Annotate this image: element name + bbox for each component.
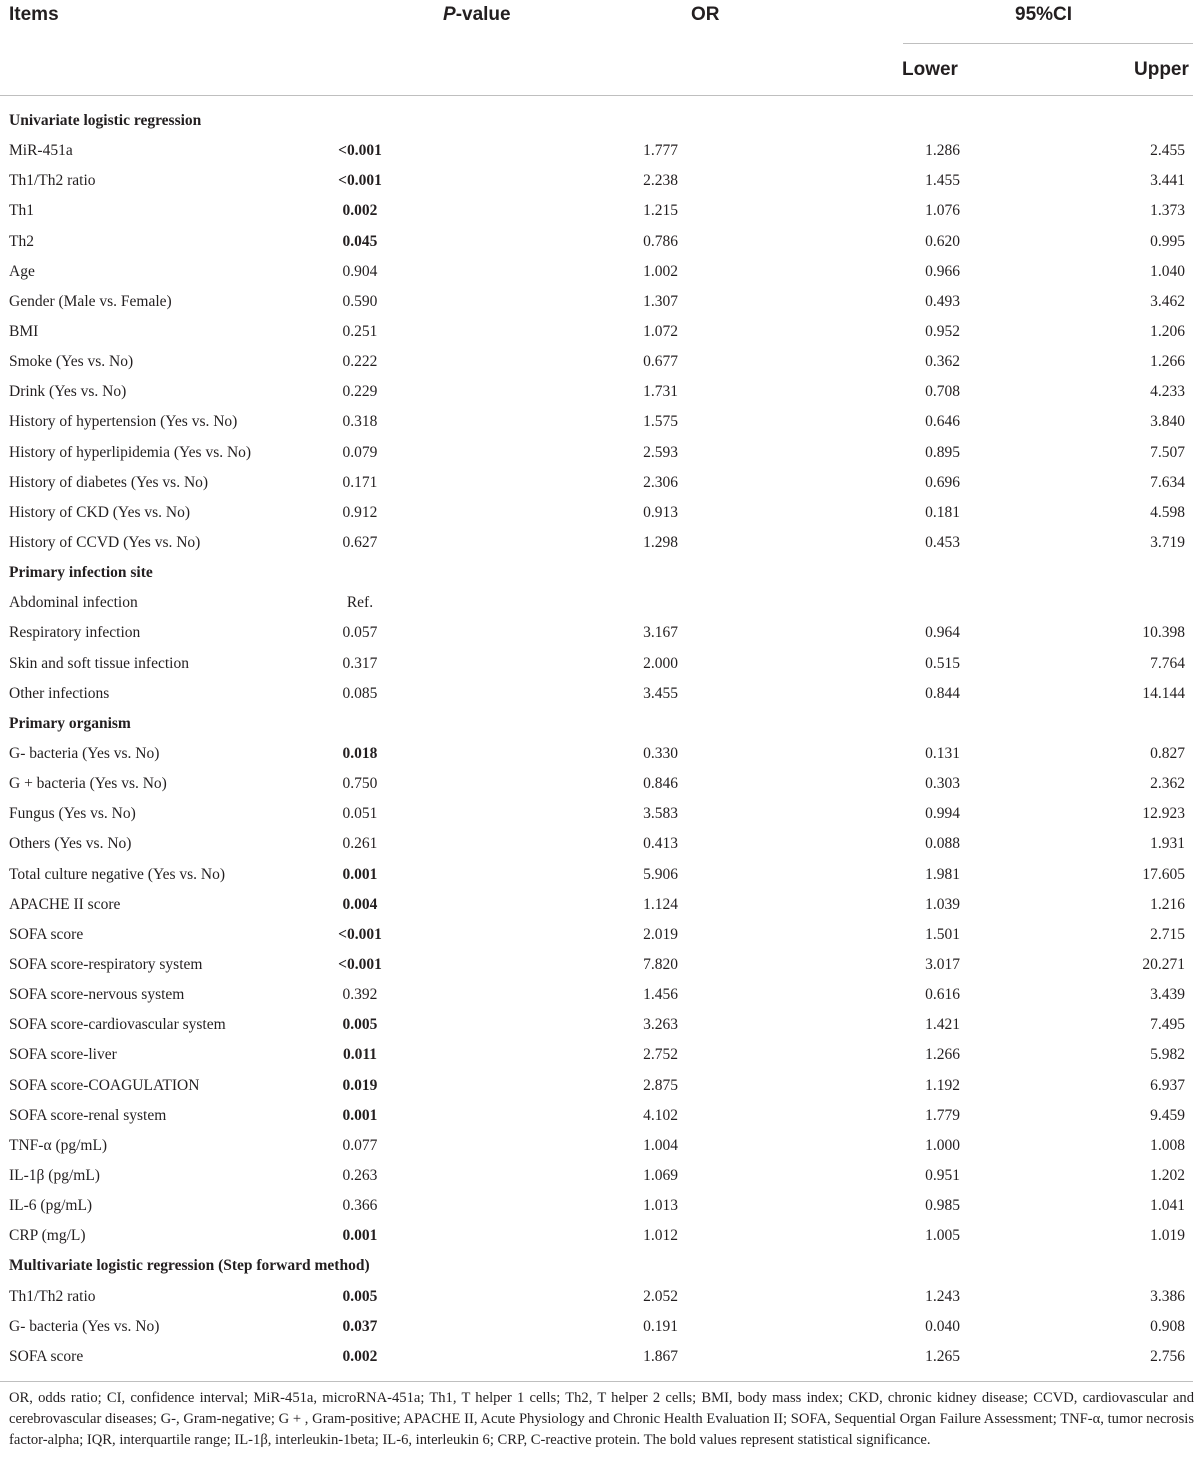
table-row xyxy=(0,468,1200,498)
p-value-cell: 0.001 xyxy=(342,865,378,883)
p-value-cell: 0.018 xyxy=(342,745,378,763)
p-value-cell: 0.590 xyxy=(342,292,378,310)
table-row xyxy=(0,136,1200,166)
or-cell: 1.867 xyxy=(643,1347,678,1365)
ci-upper-cell: 2.756 xyxy=(1150,1347,1185,1365)
ci-upper-cell: 1.040 xyxy=(1150,262,1185,280)
row-label: APACHE II score xyxy=(9,895,121,913)
table-row xyxy=(0,1161,1200,1191)
or-cell: 2.238 xyxy=(643,172,678,190)
ci-upper-cell: 14.144 xyxy=(1142,684,1185,702)
row-label: TNF-α (pg/mL) xyxy=(9,1136,108,1154)
section-label: Multivariate logistic regression (Step forward method) xyxy=(9,1257,370,1275)
table-row xyxy=(0,1101,1200,1131)
ci-lower-cell: 1.421 xyxy=(925,1016,960,1034)
table-row xyxy=(0,679,1200,709)
table-row xyxy=(0,347,1200,377)
ci-upper-cell: 1.202 xyxy=(1150,1166,1185,1184)
header-95ci: 95%CI xyxy=(1015,4,1073,25)
ci-lower-cell: 0.453 xyxy=(925,534,960,552)
row-label: G- bacteria (Yes vs. No) xyxy=(9,745,160,763)
or-cell: 7.820 xyxy=(643,956,678,973)
row-label: History of CCVD (Yes vs. No) xyxy=(9,534,201,552)
row-label: Skin and soft tissue infection xyxy=(9,654,189,672)
or-cell: 0.191 xyxy=(643,1317,678,1335)
ci-upper-cell: 1.041 xyxy=(1150,1197,1185,1215)
header-p-italic: P xyxy=(443,4,456,25)
or-cell: 0.786 xyxy=(643,232,678,250)
row-label: IL-6 (pg/mL) xyxy=(9,1197,93,1215)
section-label: Univariate logistic regression xyxy=(9,112,202,130)
row-label: G- bacteria (Yes vs. No) xyxy=(9,1317,160,1335)
row-label: SOFA score-cardiovascular system xyxy=(9,1016,226,1034)
ci-upper-cell: 12.923 xyxy=(1142,805,1185,823)
row-label: SOFA score xyxy=(9,1347,84,1365)
or-cell: 2.052 xyxy=(643,1287,678,1305)
p-value-cell: 0.263 xyxy=(342,1166,378,1184)
p-value-cell: <0.001 xyxy=(338,956,382,973)
section-header-row xyxy=(0,709,1200,739)
p-value-cell: 0.085 xyxy=(342,684,378,702)
row-label: MiR-451a xyxy=(9,142,73,160)
row-label: Gender (Male vs. Female) xyxy=(9,292,172,310)
or-cell: 2.593 xyxy=(643,443,678,461)
table-row xyxy=(0,1312,1200,1342)
p-value-cell: 0.004 xyxy=(342,895,378,913)
ci-upper-cell: 1.216 xyxy=(1150,895,1185,913)
row-label: Drink (Yes vs. No) xyxy=(9,383,127,401)
p-value-cell: 0.051 xyxy=(342,805,378,823)
p-value-cell: <0.001 xyxy=(338,142,382,160)
ci-upper-cell: 1.008 xyxy=(1150,1136,1185,1154)
ci-upper-cell: 4.598 xyxy=(1150,503,1185,521)
ci-lower-cell: 1.455 xyxy=(925,172,960,190)
header-items: Items xyxy=(9,4,59,25)
or-cell: 0.913 xyxy=(643,503,678,521)
table-row xyxy=(0,317,1200,347)
ci-upper-cell: 4.233 xyxy=(1150,383,1185,401)
or-cell: 0.677 xyxy=(643,353,678,371)
ci-upper-cell: 1.206 xyxy=(1150,323,1185,341)
table-row xyxy=(0,1221,1200,1251)
or-cell: 2.019 xyxy=(643,925,678,943)
ci-lower-cell: 0.303 xyxy=(925,775,960,793)
header-p-value xyxy=(443,4,511,26)
ci-lower-cell: 0.966 xyxy=(925,262,960,280)
or-cell: 2.306 xyxy=(643,473,678,491)
table-row xyxy=(0,196,1200,226)
row-label: Age xyxy=(9,262,35,280)
or-cell: 5.906 xyxy=(643,865,678,883)
ci-lower-cell: 1.981 xyxy=(925,865,960,883)
ci-lower-cell: 1.005 xyxy=(925,1227,960,1245)
ci-lower-cell: 1.266 xyxy=(925,1046,960,1064)
ci-lower-cell xyxy=(720,588,960,618)
row-label: SOFA score-renal system xyxy=(9,1106,167,1124)
p-value-cell: 0.904 xyxy=(342,262,378,280)
ci-lower-cell: 0.951 xyxy=(925,1166,960,1184)
ci-upper-cell: 3.386 xyxy=(1150,1287,1185,1305)
or-cell: 2.875 xyxy=(643,1076,678,1094)
table-row xyxy=(0,438,1200,468)
row-label: CRP (mg/L) xyxy=(9,1227,86,1245)
ci-lower-cell: 1.192 xyxy=(925,1076,960,1094)
header-or: OR xyxy=(691,4,720,25)
row-label: Th1 xyxy=(9,202,34,220)
regression-table xyxy=(0,106,1200,1372)
table-row xyxy=(0,769,1200,799)
ci-lower-cell: 0.620 xyxy=(925,232,960,250)
ci-upper-cell: 0.995 xyxy=(1150,232,1185,250)
row-label: SOFA score-nervous system xyxy=(9,986,185,1004)
p-value-cell: 0.077 xyxy=(342,1136,378,1154)
p-value-cell: 0.057 xyxy=(342,624,378,642)
row-label: SOFA score-liver xyxy=(9,1046,117,1064)
p-value-cell: 0.222 xyxy=(342,353,378,371)
or-cell: 1.456 xyxy=(643,986,678,1004)
or-cell: 2.752 xyxy=(643,1046,678,1064)
p-value-cell: 0.002 xyxy=(342,202,378,220)
p-value-cell: 0.019 xyxy=(342,1076,378,1094)
or-cell: 1.215 xyxy=(643,202,678,220)
ci-upper-cell: 3.462 xyxy=(1150,292,1185,310)
table-row xyxy=(0,1071,1200,1101)
table-row xyxy=(0,166,1200,196)
ci-upper-cell: 3.439 xyxy=(1150,986,1185,1004)
table-row xyxy=(0,1342,1200,1372)
p-value-cell: 0.002 xyxy=(342,1347,378,1365)
table-row xyxy=(0,528,1200,558)
p-value-cell: 0.627 xyxy=(342,534,378,552)
ci-lower-cell: 1.501 xyxy=(925,925,960,943)
ci-lower-cell: 1.286 xyxy=(925,142,960,160)
or-cell: 1.575 xyxy=(643,413,678,431)
ci-upper-cell: 1.373 xyxy=(1150,202,1185,220)
ci-upper-cell: 0.827 xyxy=(1150,745,1185,763)
row-label: SOFA score-respiratory system xyxy=(9,956,203,973)
table-row xyxy=(0,920,1200,950)
row-label: BMI xyxy=(9,323,39,341)
ci-lower-cell: 0.131 xyxy=(925,745,960,763)
or-cell: 3.583 xyxy=(643,805,678,823)
row-label: Other infections xyxy=(9,684,110,702)
table-row xyxy=(0,980,1200,1010)
ci-lower-cell: 0.040 xyxy=(925,1317,960,1335)
p-value-cell: 0.171 xyxy=(342,473,378,491)
table-row xyxy=(0,227,1200,257)
ci-upper-cell: 1.266 xyxy=(1150,353,1185,371)
ci-upper-cell: 2.455 xyxy=(1150,142,1185,160)
section-header-row xyxy=(0,1251,1200,1281)
ci-upper-cell: 7.507 xyxy=(1150,443,1185,461)
ci-lower-cell: 0.985 xyxy=(925,1197,960,1215)
ci-upper-cell: 10.398 xyxy=(1142,624,1185,642)
or-cell: 2.000 xyxy=(643,654,678,672)
ci-upper-cell: 1.019 xyxy=(1150,1227,1185,1245)
ci-lower-cell: 1.779 xyxy=(925,1106,960,1124)
ci-lower-cell: 0.646 xyxy=(925,413,960,431)
ci-lower-cell: 0.362 xyxy=(925,353,960,371)
table-row xyxy=(0,950,1200,980)
table-row xyxy=(0,1010,1200,1040)
or-cell: 0.330 xyxy=(643,745,678,763)
p-value-cell: 0.229 xyxy=(342,383,378,401)
or-cell: 1.777 xyxy=(643,142,678,160)
table-row xyxy=(0,377,1200,407)
or-cell: 3.263 xyxy=(643,1016,678,1034)
table-row xyxy=(0,407,1200,437)
p-value-cell: 0.011 xyxy=(342,1046,377,1064)
ci-upper-cell: 20.271 xyxy=(1142,956,1185,973)
row-label: History of diabetes (Yes vs. No) xyxy=(9,473,209,491)
or-cell: 0.413 xyxy=(643,835,678,853)
p-value-cell: <0.001 xyxy=(338,925,382,943)
row-label: Respiratory infection xyxy=(9,624,141,642)
table-row xyxy=(0,618,1200,648)
ci-lower-cell: 0.844 xyxy=(925,684,960,702)
header-lower: Lower xyxy=(902,59,958,80)
table-row xyxy=(0,1040,1200,1070)
ci-upper-cell: 3.441 xyxy=(1150,172,1185,190)
ci-upper-cell: 7.495 xyxy=(1150,1016,1185,1034)
row-label: Th1/Th2 ratio xyxy=(9,172,96,190)
row-label: Others (Yes vs. No) xyxy=(9,835,132,853)
or-cell: 1.731 xyxy=(643,383,678,401)
p-value-cell: 0.261 xyxy=(342,835,378,853)
ci-upper-cell: 3.719 xyxy=(1150,534,1185,552)
table-row xyxy=(0,1131,1200,1161)
row-label: Th2 xyxy=(9,232,34,250)
row-label: Fungus (Yes vs. No) xyxy=(9,805,136,823)
or-cell: 1.124 xyxy=(643,895,678,913)
or-cell: 1.069 xyxy=(643,1166,678,1184)
p-value-cell: 0.005 xyxy=(342,1016,378,1034)
table-row xyxy=(0,287,1200,317)
or-cell: 3.455 xyxy=(643,684,678,702)
row-label: Smoke (Yes vs. No) xyxy=(9,353,134,371)
p-value-cell: 0.001 xyxy=(342,1106,378,1124)
header-rule xyxy=(0,95,1193,96)
or-cell: 1.002 xyxy=(643,262,678,280)
ci-lower-cell: 1.265 xyxy=(925,1347,960,1365)
table-row xyxy=(0,649,1200,679)
or-cell: 4.102 xyxy=(643,1106,678,1124)
row-label: History of CKD (Yes vs. No) xyxy=(9,503,190,521)
header-p-rest: -value xyxy=(455,4,511,25)
table-row xyxy=(0,1281,1200,1311)
p-value-cell: 0.045 xyxy=(342,232,378,250)
ci-upper-cell: 3.840 xyxy=(1150,413,1185,431)
p-value-cell: 0.317 xyxy=(342,654,378,672)
ci-upper-cell: 1.931 xyxy=(1150,835,1185,853)
p-value-cell: 0.037 xyxy=(342,1317,378,1335)
table-row xyxy=(0,498,1200,528)
p-value-cell: 0.392 xyxy=(342,986,378,1004)
table-row xyxy=(0,739,1200,769)
table-row xyxy=(0,588,1200,618)
table-row xyxy=(0,860,1200,890)
ci-upper-cell: 0.908 xyxy=(1150,1317,1185,1335)
table-footnote: OR, odds ratio; CI, confidence interval; MiR-451a, microRNA-451a; Th1, T helper 1 cells; Th2, T helper 2 cells; BMI, body mass index; CKD, chronic kidney disease; CCVD, cardiovascular and cerebrovascular diseases; G-, Gram-negative; G + , Gram-positive; APACHE II, Acute Physiology and Chronic Health Evaluation II; SOFA, Sequential Organ Failure Assessment; TNF-α, tumor necrosis factor-alpha; IQR, interquartile range; IL-1β, interleukin-1beta; IL-6, interleukin 6; CRP, C-reactive protein. The bold values represent statistical significance. xyxy=(9,1390,1194,1448)
p-value-cell: 0.079 xyxy=(342,443,378,461)
or-cell: 1.004 xyxy=(643,1136,678,1154)
row-label: SOFA score xyxy=(9,925,84,943)
row-label: Th1/Th2 ratio xyxy=(9,1287,96,1305)
or-cell: 1.307 xyxy=(643,292,678,310)
or-cell xyxy=(480,588,720,618)
row-label: G + bacteria (Yes vs. No) xyxy=(9,775,167,793)
ci-lower-cell: 1.243 xyxy=(925,1287,960,1305)
table-row xyxy=(0,799,1200,829)
ci-lower-cell: 0.964 xyxy=(925,624,960,642)
ci-upper-cell: 5.982 xyxy=(1150,1046,1185,1064)
ci-upper-cell: 9.459 xyxy=(1150,1106,1185,1124)
section-header-row xyxy=(0,558,1200,588)
ci-lower-cell: 0.616 xyxy=(925,986,960,1004)
or-cell: 3.167 xyxy=(643,624,678,642)
ci-upper-cell: 7.764 xyxy=(1150,654,1185,672)
table-row xyxy=(0,829,1200,859)
ci-lower-cell: 1.039 xyxy=(925,895,960,913)
row-label: Abdominal infection xyxy=(9,594,138,612)
p-value-cell: 0.005 xyxy=(342,1287,378,1305)
ci-lower-cell: 0.952 xyxy=(925,323,960,341)
ci-lower-cell: 1.000 xyxy=(925,1136,960,1154)
ci-lower-cell: 0.088 xyxy=(925,835,960,853)
or-cell: 1.012 xyxy=(643,1227,678,1245)
ci-lower-cell: 3.017 xyxy=(925,956,960,973)
section-header-row xyxy=(0,106,1200,136)
p-value-cell: 0.912 xyxy=(342,503,378,521)
row-label: IL-1β (pg/mL) xyxy=(9,1166,100,1184)
section-label: Primary infection site xyxy=(9,564,153,582)
bottom-rule xyxy=(0,1381,1193,1382)
ci-lower-cell: 0.696 xyxy=(925,473,960,491)
ci-lower-cell: 0.515 xyxy=(925,654,960,672)
or-cell: 1.013 xyxy=(643,1197,678,1215)
p-value-cell: 0.251 xyxy=(342,323,378,341)
ci-lower-cell: 0.895 xyxy=(925,443,960,461)
or-cell: 1.072 xyxy=(643,323,678,341)
p-value-cell: 0.318 xyxy=(342,413,378,431)
ci-upper-cell: 2.362 xyxy=(1150,775,1185,793)
ci-lower-cell: 0.994 xyxy=(925,805,960,823)
table-row xyxy=(0,257,1200,287)
row-label: History of hypertension (Yes vs. No) xyxy=(9,413,238,431)
or-cell: 0.846 xyxy=(643,775,678,793)
ci-upper-cell: 7.634 xyxy=(1150,473,1185,491)
ci-lower-cell: 0.181 xyxy=(925,503,960,521)
row-label: History of hyperlipidemia (Yes vs. No) xyxy=(9,443,252,461)
table-row xyxy=(0,1191,1200,1221)
ci-lower-cell: 0.708 xyxy=(925,383,960,401)
row-label: SOFA score-COAGULATION xyxy=(9,1076,200,1094)
ci-upper-cell: 2.715 xyxy=(1150,925,1185,943)
section-label: Primary organism xyxy=(9,714,131,732)
ci-upper-cell: 6.937 xyxy=(1150,1076,1185,1094)
table-body xyxy=(0,106,1200,1372)
p-value-cell: 0.366 xyxy=(342,1197,378,1215)
ci-underline xyxy=(903,43,1193,44)
ci-upper-cell xyxy=(960,588,1200,618)
ci-lower-cell: 1.076 xyxy=(925,202,960,220)
header-upper: Upper xyxy=(1134,59,1189,80)
p-value-cell: Ref. xyxy=(346,594,374,612)
table-row xyxy=(0,890,1200,920)
ci-lower-cell: 0.493 xyxy=(925,292,960,310)
p-value-cell: 0.750 xyxy=(342,775,378,793)
row-label: Total culture negative (Yes vs. No) xyxy=(9,865,226,883)
or-cell: 1.298 xyxy=(643,534,678,552)
ci-upper-cell: 17.605 xyxy=(1142,865,1185,883)
p-value-cell: 0.001 xyxy=(342,1227,378,1245)
p-value-cell: <0.001 xyxy=(338,172,382,190)
